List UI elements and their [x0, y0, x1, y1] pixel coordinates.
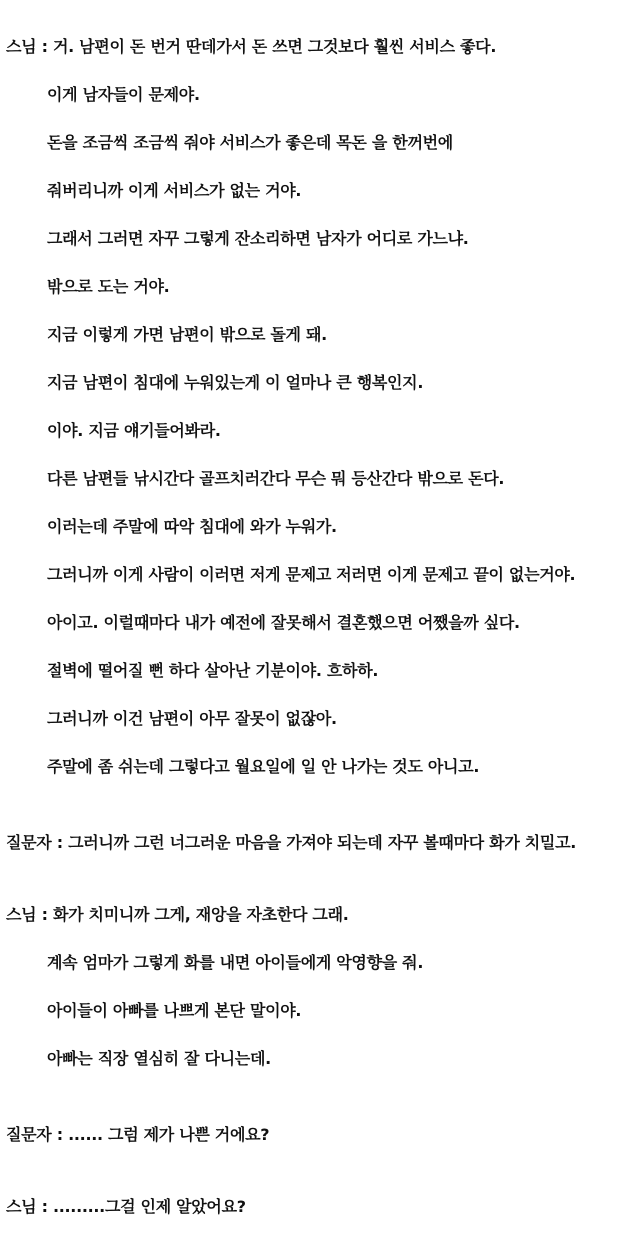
transcript-line: 스님 : 화가 치미니까 그게, 재앙을 자초한다 그래.	[6, 905, 349, 924]
transcript-line: 스님 : 거. 남편이 돈 번거 딴데가서 돈 쓰면 그것보다 훨씬 서비스 좋다.	[6, 37, 497, 56]
transcript-line: 이야. 지금 얘기들어봐라.	[47, 421, 221, 440]
transcript-line: 아이들이 아빠를 나쁘게 본단 말이야.	[47, 1001, 302, 1020]
transcript-line: 질문자 : ...... 그럼 제가 나쁜 거에요?	[6, 1125, 270, 1144]
transcript-line: 밖으로 도는 거야.	[47, 277, 170, 296]
transcript-line: 줘버리니까 이게 서비스가 없는 거야.	[47, 181, 302, 200]
transcript-line: 아빠는 직장 열심히 잘 다니는데.	[47, 1049, 271, 1068]
transcript-line: 그러니까 이게 사람이 이러면 저게 문제고 저러면 이게 문제고 끝이 없는거야.	[47, 565, 576, 584]
transcript-line: 이러는데 주말에 따악 침대에 와가 누워가.	[47, 517, 337, 536]
transcript-line: 지금 남편이 침대에 누워있는게 이 얼마나 큰 행복인지.	[47, 373, 424, 392]
transcript-line: 스님 : .........그걸 인제 알았어요?	[6, 1197, 246, 1216]
transcript-line: 돈을 조금씩 조금씩 줘야 서비스가 좋은데 목돈 을 한꺼번에	[47, 133, 453, 152]
transcript-line: 주말에 좀 쉬는데 그렇다고 월요일에 일 안 나가는 것도 아니고.	[47, 757, 480, 776]
transcript-line: 지금 이렇게 가면 남편이 밖으로 돌게 돼.	[47, 325, 327, 344]
transcript-line: 다른 남편들 낚시간다 골프치러간다 무슨 뭐 등산간다 밖으로 돈다.	[47, 469, 505, 488]
transcript-line: 계속 엄마가 그렇게 화를 내면 아이들에게 악영향을 줘.	[47, 953, 424, 972]
transcript-line: 이게 남자들이 문제야.	[47, 85, 200, 104]
transcript-line: 절벽에 떨어질 뻔 하다 살아난 기분이야. 흐하하.	[47, 661, 379, 680]
transcript-line: 아이고. 이럴때마다 내가 예전에 잘못해서 결혼했으면 어쨌을까 싶다.	[47, 613, 520, 632]
transcript-line: 질문자 : 그러니까 그런 너그러운 마음을 가져야 되는데 자꾸 볼때마다 화가 치밀고.	[6, 833, 576, 852]
transcript-line: 그러니까 이건 남편이 아무 잘못이 없잖아.	[47, 709, 337, 728]
transcript-line: 그래서 그러면 자꾸 그렇게 잔소리하면 남자가 어디로 가느냐.	[47, 229, 469, 248]
